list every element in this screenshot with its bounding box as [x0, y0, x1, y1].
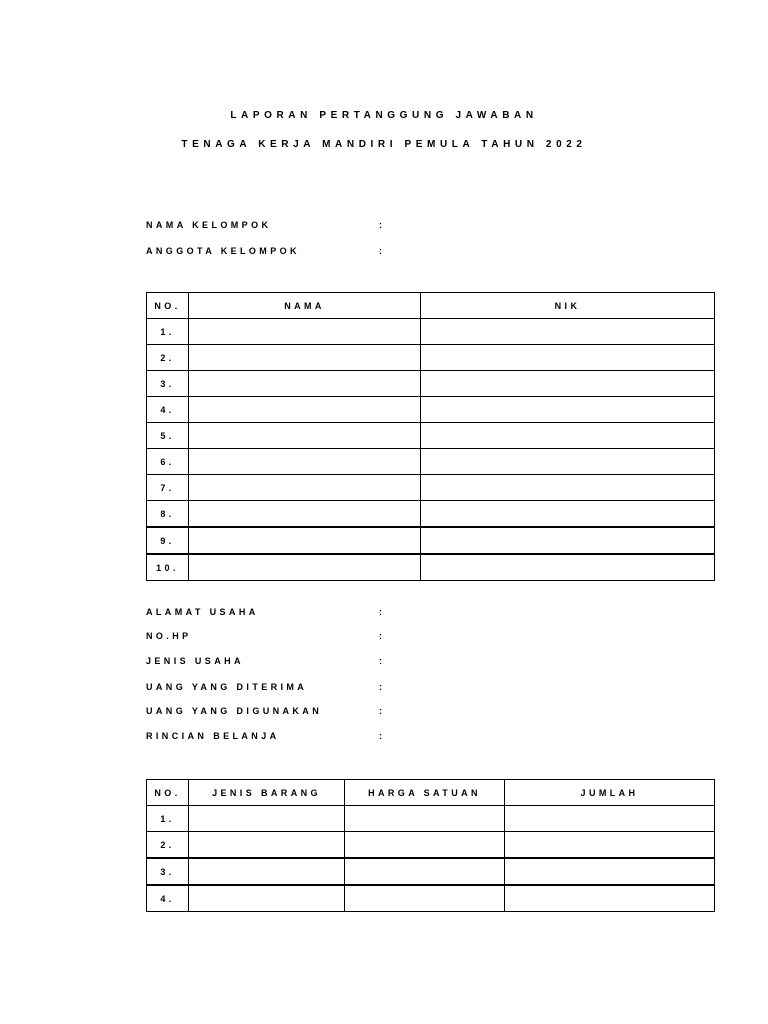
nik-cell — [421, 501, 715, 528]
table-row — [147, 319, 715, 345]
nik-cell — [421, 449, 715, 475]
group-members-colon: : — [379, 246, 382, 256]
nik-cell — [421, 475, 715, 501]
item-cell — [189, 885, 345, 912]
name-cell — [189, 345, 421, 371]
name-cell — [189, 554, 421, 581]
name-cell — [189, 371, 421, 397]
nik-cell — [421, 397, 715, 423]
unit-price-cell — [345, 858, 505, 885]
members-header-name: NAMA — [189, 293, 421, 319]
row-number: 2. — [147, 345, 189, 371]
group-members-label: ANGGOTA KELOMPOK — [146, 246, 300, 256]
row-number: 3. — [147, 371, 189, 397]
report-title: LAPORAN PERTANGGUNG JAWABAN — [230, 110, 538, 121]
total-cell — [505, 832, 715, 859]
total-cell — [505, 806, 715, 832]
money-used-colon: : — [379, 706, 382, 716]
row-number: 4. — [147, 885, 189, 912]
row-number: 5. — [147, 423, 189, 449]
members-header-row — [147, 293, 715, 319]
members-table — [146, 292, 715, 581]
row-number: 3. — [147, 858, 189, 885]
name-cell — [189, 423, 421, 449]
table-row — [147, 345, 715, 371]
table-row — [147, 858, 715, 885]
table-row — [147, 806, 715, 832]
table-row — [147, 449, 715, 475]
row-number: 6. — [147, 449, 189, 475]
table-row — [147, 423, 715, 449]
name-cell — [189, 397, 421, 423]
row-number: 10. — [147, 554, 189, 581]
total-cell — [505, 858, 715, 885]
name-cell — [189, 527, 421, 554]
table-row — [147, 527, 715, 554]
row-number: 2. — [147, 832, 189, 859]
row-number: 4. — [147, 397, 189, 423]
table-row — [147, 475, 715, 501]
unit-price-cell — [345, 885, 505, 912]
row-number: 7. — [147, 475, 189, 501]
unit-price-cell — [345, 806, 505, 832]
nik-cell — [421, 423, 715, 449]
unit-price-cell — [345, 832, 505, 859]
nik-cell — [421, 554, 715, 581]
item-cell — [189, 806, 345, 832]
nik-cell — [421, 527, 715, 554]
item-cell — [189, 832, 345, 859]
expense-detail-label: RINCIAN BELANJA — [146, 731, 280, 741]
group-name-label: NAMA KELOMPOK — [146, 220, 272, 230]
row-number: 8. — [147, 501, 189, 528]
business-address-colon: : — [379, 607, 382, 617]
report-subtitle: TENAGA KERJA MANDIRI PEMULA TAHUN 2022 — [181, 139, 587, 150]
business-type-label: JENIS USAHA — [146, 656, 244, 666]
row-number: 1. — [147, 806, 189, 832]
table-row — [147, 371, 715, 397]
phone-label: NO.HP — [146, 631, 192, 641]
nik-cell — [421, 371, 715, 397]
expense-header-unit-price: HARGA SATUAN — [345, 780, 505, 806]
members-header-no: NO. — [147, 293, 189, 319]
table-row — [147, 397, 715, 423]
name-cell — [189, 319, 421, 345]
table-row — [147, 501, 715, 528]
money-received-label: UANG YANG DITERIMA — [146, 682, 308, 692]
business-address-label: ALAMAT USAHA — [146, 607, 259, 617]
table-row — [147, 885, 715, 912]
table-row — [147, 554, 715, 581]
money-received-colon: : — [379, 682, 382, 692]
name-cell — [189, 501, 421, 528]
group-name-colon: : — [379, 220, 382, 230]
table-row — [147, 832, 715, 859]
expense-header-no: NO. — [147, 780, 189, 806]
expense-header-row — [147, 780, 715, 806]
members-header-nik: NIK — [421, 293, 715, 319]
item-cell — [189, 858, 345, 885]
phone-colon: : — [379, 631, 382, 641]
name-cell — [189, 449, 421, 475]
expense-detail-colon: : — [379, 731, 382, 741]
row-number: 1. — [147, 319, 189, 345]
business-type-colon: : — [379, 656, 382, 666]
money-used-label: UANG YANG DIGUNAKAN — [146, 706, 323, 716]
expense-header-item: JENIS BARANG — [189, 780, 345, 806]
nik-cell — [421, 345, 715, 371]
nik-cell — [421, 319, 715, 345]
expense-table — [146, 779, 715, 912]
expense-header-total: JUMLAH — [505, 780, 715, 806]
total-cell — [505, 885, 715, 912]
row-number: 9. — [147, 527, 189, 554]
name-cell — [189, 475, 421, 501]
